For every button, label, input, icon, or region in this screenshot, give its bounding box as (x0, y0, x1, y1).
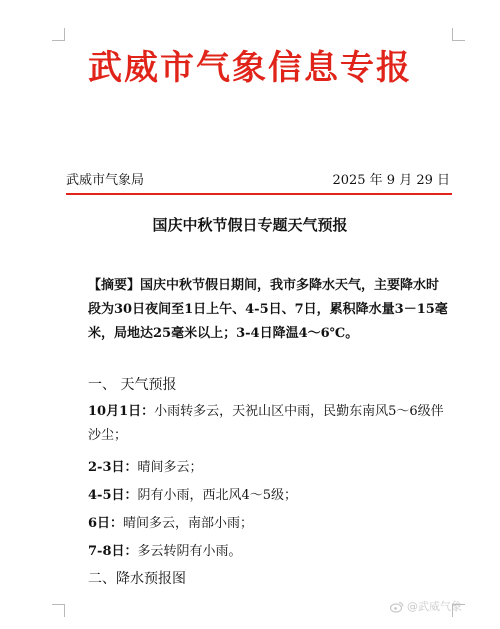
forecast-text: 晴间多云，南部小雨； (123, 516, 254, 531)
forecast-text: 小雨转多云，天祝山区中雨，民勤东南风5～6级伴沙尘； (88, 404, 444, 443)
red-divider (66, 193, 452, 195)
page-corner-mark (52, 28, 65, 41)
weibo-watermark (390, 598, 462, 616)
issue-date: 2025 年 9 月 29 日 (332, 173, 450, 188)
section-heading-precip-map: 二、降水预报图 (88, 571, 186, 587)
issuer-name: 武威市气象局 (66, 173, 145, 188)
forecast-text: 阴有小雨，西北风4～5级； (137, 488, 298, 503)
forecast-text: 多云转阴有小雨。 (137, 544, 242, 559)
forecast-day: 4-5日： (88, 488, 138, 503)
summary-paragraph (88, 274, 450, 346)
summary-label: 【摘要】 (88, 278, 141, 293)
forecast-day: 10月1日： (88, 404, 155, 419)
bulletin-header-title: 武威市气象信息专报 (88, 48, 412, 88)
summary-text: 国庆中秋节假日期间，我市多降水天气，主要降水时段为30日夜间至1日上午、4-5日、7日，累积降水量3－15毫米，局地达25毫米以上；3-4日降温4～6℃。 (88, 278, 448, 341)
forecast-text: 晴间多云； (137, 460, 203, 475)
forecast-day: 6日： (88, 516, 124, 531)
watermark-text: @武威气象 (407, 600, 462, 613)
weibo-icon (390, 601, 404, 613)
forecast-item (88, 540, 450, 564)
forecast-day: 2-3日： (88, 460, 138, 475)
forecast-item (88, 512, 450, 536)
page-corner-mark (52, 604, 65, 617)
page-corner-mark (452, 28, 465, 41)
section-heading-forecast: 一、 天气预报 (88, 377, 177, 393)
issuer-date-row (66, 170, 450, 192)
document-title: 国庆中秋节假日专题天气预报 (152, 216, 348, 234)
forecast-day: 7-8日： (88, 544, 138, 559)
forecast-item (88, 400, 450, 448)
forecast-item (88, 484, 450, 508)
forecast-item (88, 456, 450, 480)
